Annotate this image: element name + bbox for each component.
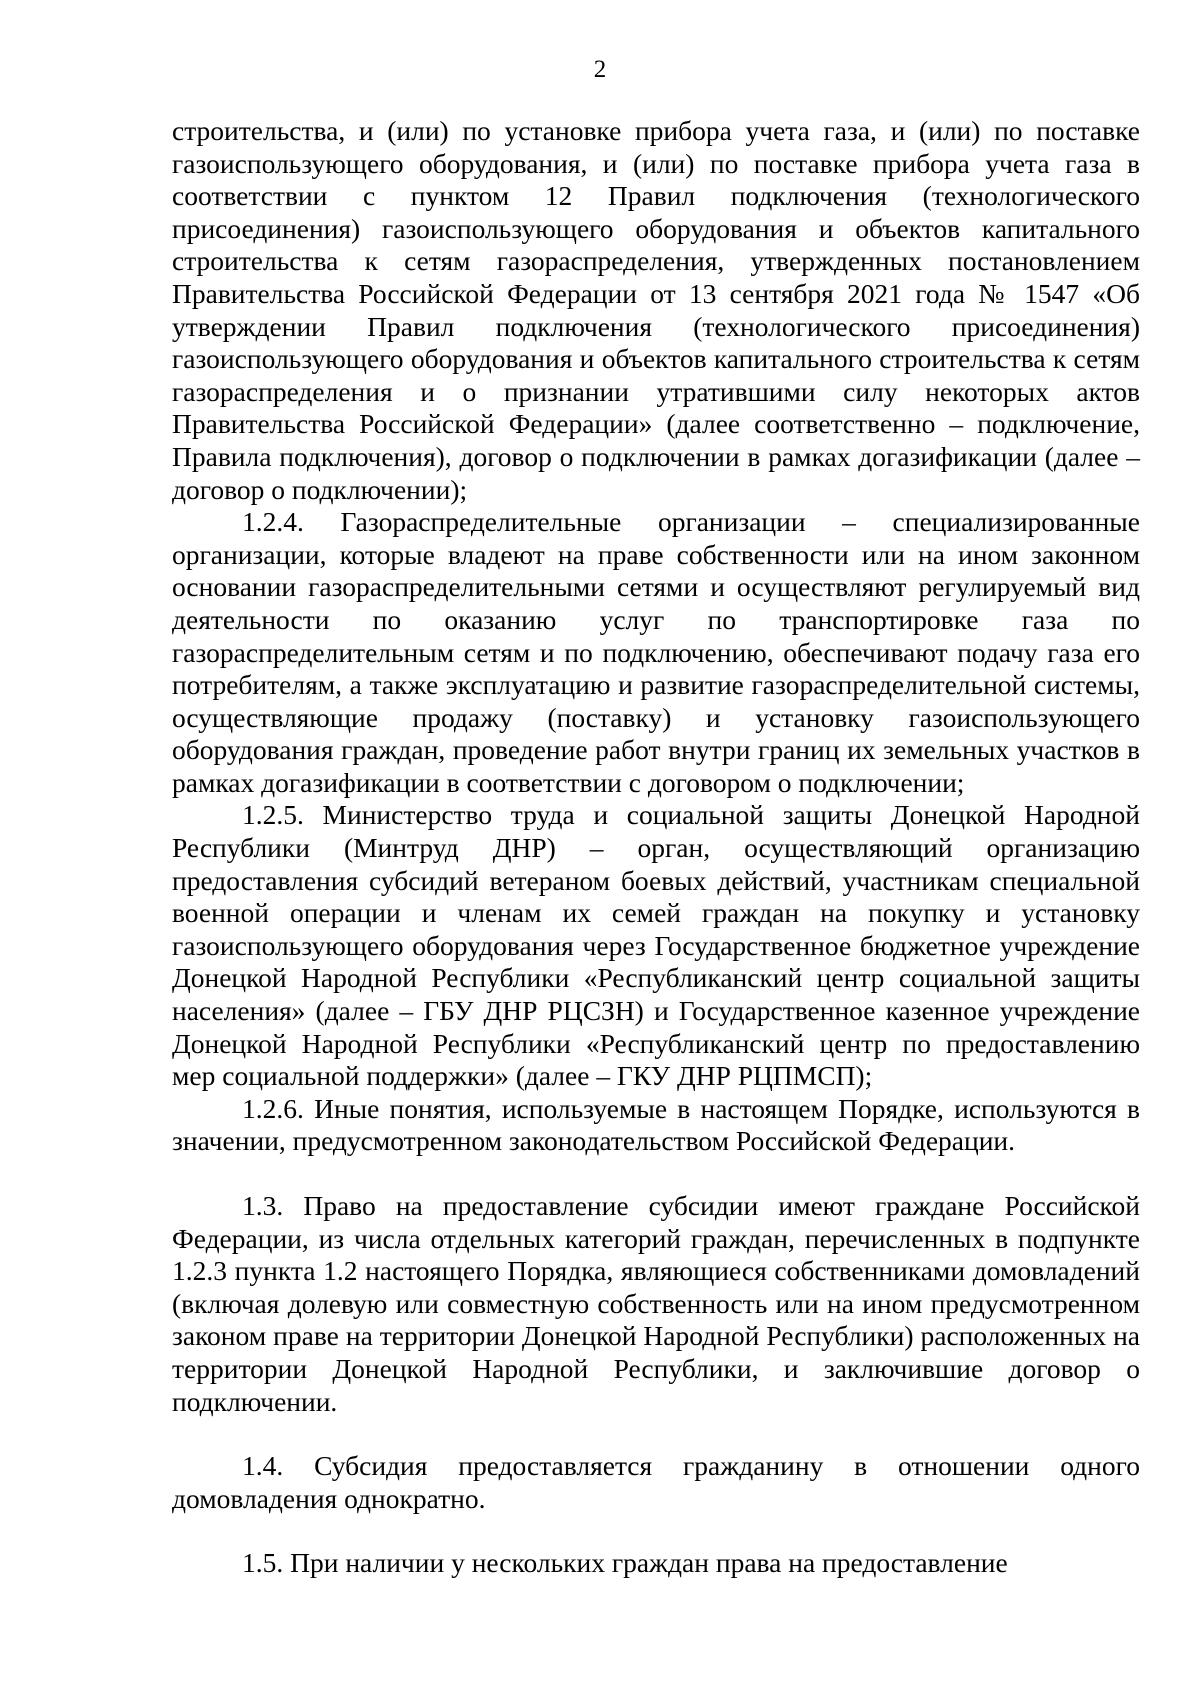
paragraph-continuation: строительства, и (или) по установке прибора учета газа, и (или) по поставке газоиспользующего оборудования, и (или) по поставке прибора учета газа в соответствии с пунктом 12 Правил подключения (технологического присоединения) газоиспользующего оборудования и объектов капитального строительства к сетям газораспределения, утвержденных постановлением Правительства Российской Федерации от 13 сентября 2021 года № 1547 «Об утверждении Правил подключения (технологического присоединения) газоиспользующего оборудования и объектов капитального строительства к сетям газораспределения и о признании утратившими силу некоторых актов Правительства Российской Федерации» (далее соответственно – подключение, Правила подключения), договор о подключении в рамках догазификации (далее – договор о подключении); — [172, 115, 1140, 505]
page-number: 2 — [593, 56, 607, 83]
paragraph-clause-1-4: 1.4. Субсидия предоставляется гражданину в отношении одного домовладения однократно. — [172, 1450, 1140, 1514]
paragraph-clause-1-2-4: 1.2.4. Газораспределительные организации – специализированные организации, которые владеют на праве собственности или на ином законном основании газораспределительными сетями и осуществляют регулируемый вид деятельности по оказанию услуг по транспортировке газа по газораспределительным сетям и по подключению, обеспечивают подачу газа его потребителям, а также эксплуатацию и развитие газораспределительной системы, осуществляющие продажу (поставку) и установку газоиспользующего оборудования граждан, проведение работ внутри границ их земельных участков в рамках догазификации в соответствии с договором о подключении; — [172, 506, 1140, 798]
document-body — [172, 115, 1140, 1580]
paragraph-clause-1-5: 1.5. При наличии у нескольких граждан права на предоставление — [242, 1547, 1008, 1579]
paragraph-clause-1-2-5: 1.2.5. Министерство труда и социальной защиты Донецкой Народной Республики (Минтруд ДНР) – орган, осуществляющий организацию предоставления субсидий ветераном боевых действий, участникам специальной военной операции и членам их семей граждан на покупку и установку газоиспользующего оборудования через Государственное бюджетное учреждение Донецкой Народной Республики «Республиканский центр социальной защиты населения» (далее – ГБУ ДНР РЦСЗН) и Государственное казенное учреждение Донецкой Народной Республики «Республиканский центр по предоставлению мер социальной поддержки» (далее – ГКУ ДНР РЦПМСП); — [172, 799, 1140, 1092]
paragraph-clause-1-2-6: 1.2.6. Иные понятия, используемые в настоящем Порядке, используются в значении, предусмотренном законодательством Российской Федерации. — [172, 1092, 1140, 1157]
paragraph-clause-1-3: 1.3. Право на предоставление субсидии имеют граждане Российской Федерации, из числа отдельных категорий граждан, перечисленных в подпункте 1.2.3 пункта 1.2 настоящего Порядка, являющиеся собственниками домовладений (включая долевую или совместную собственность или на ином предусмотренном законом праве на территории Донецкой Народной Республики) расположенных на территории Донецкой Народной Республики, и заключившие договор о подключении. — [172, 1190, 1140, 1417]
